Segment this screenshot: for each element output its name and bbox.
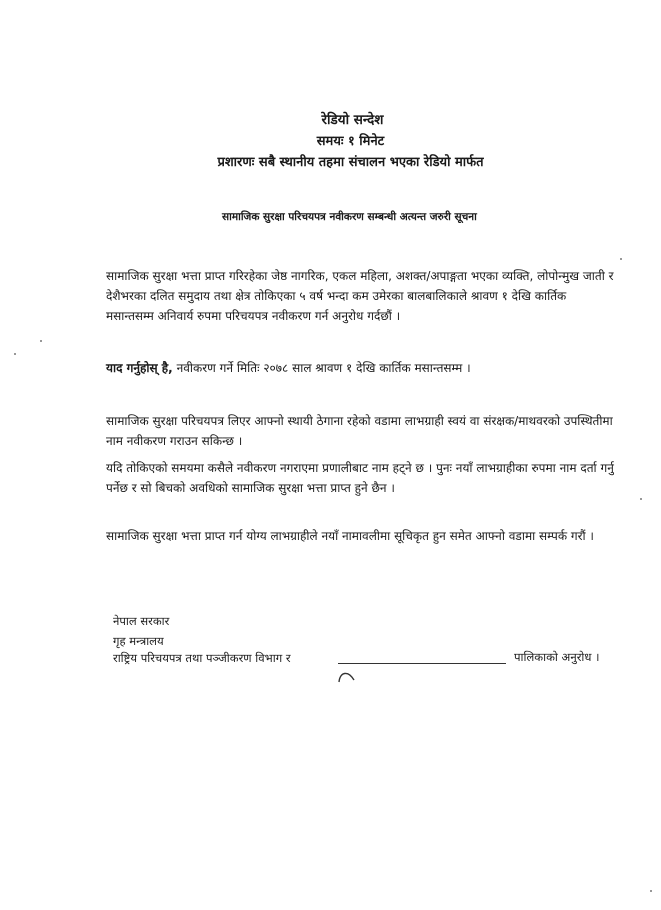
broadcast-channel: प्रशारणः सबै स्थानीय तहमा संचालन भएका रेडियो मार्फत <box>217 155 484 170</box>
document-title: रेडियो सन्देश <box>321 112 384 128</box>
scan-speck <box>640 498 642 500</box>
blank-fill-line <box>338 663 506 664</box>
signature-ministry: गृह मन्त्रालय <box>113 634 164 648</box>
reminder-lead: याद गर्नुहोस् है, <box>106 361 173 375</box>
scan-speck <box>650 890 652 892</box>
paragraph-eligibility: सामाजिक सुरक्षा भत्ता प्राप्त गरिरहेका जेष्ठ नागरिक, एकल महिला, अशक्त/अपाङ्गता भएका व्यक्ति, लोपोन्मुख जाती र देशैभरका दलित समुदाय तथा क्षेत्र तोकिएका ५ वर्ष भन्दा कम उमेरका बालबालिकाले श्रावण १ देखि कार्तिक मसान्तसम्म अनिवार्य रुपमा परिचयपत्र नवीकरण गर्न अनुरोध गर्दछौं । <box>106 269 614 323</box>
signature-department: राष्ट्रिय परिचयपत्र तथा पञ्जीकरण विभाग र <box>113 651 291 665</box>
signature-government: नेपाल सरकार <box>113 614 170 628</box>
scan-speck <box>620 258 622 260</box>
signature-municipality-request: पालिकाको अनुरोध । <box>514 650 600 664</box>
paragraph-renewal-location: सामाजिक सुरक्षा परिचयपत्र लिएर आफ्नो स्थायी ठेगाना रहेको वडामा लाभग्राही स्वयं वा संरक्षक/माथवरको उपस्थितीमा नाम नवीकरण गराउन सकिन्छ । <box>106 414 613 448</box>
renewal-date-text: नवीकरण गर्ने मितिः २०७८ साल श्रावण १ देखि कार्तिक मसान्तसम्म । <box>172 361 471 375</box>
paragraph-new-enrollment: सामाजिक सुरक्षा भत्ता प्राप्त गर्न योग्य लाभग्राहीले नयाँ नामावलीमा सूचिकृत हुन समेत आफ्नो वडामा सम्पर्क गरौं । <box>106 529 594 543</box>
scan-speck <box>14 353 16 355</box>
handwritten-mark-icon <box>336 668 358 684</box>
broadcast-duration: समयः १ मिनेट <box>316 134 385 149</box>
notice-subject: सामाजिक सुरक्षा परिचयपत्र नवीकरण सम्बन्धी अत्यन्त जरुरी सूचना <box>222 211 477 223</box>
scan-speck <box>40 340 42 342</box>
paragraph-warning: यदि तोकिएको समयमा कसैले नवीकरण नगराएमा प्रणालीबाट नाम हट्ने छ । पुनः नयाँ लाभग्राहीका रुपमा नाम दर्ता गर्नु पर्नेछ र सो बिचको अवधिको सामाजिक सुरक्षा भत्ता प्राप्त हुने छैन । <box>106 461 614 495</box>
paragraph-renewal-date <box>106 358 616 378</box>
